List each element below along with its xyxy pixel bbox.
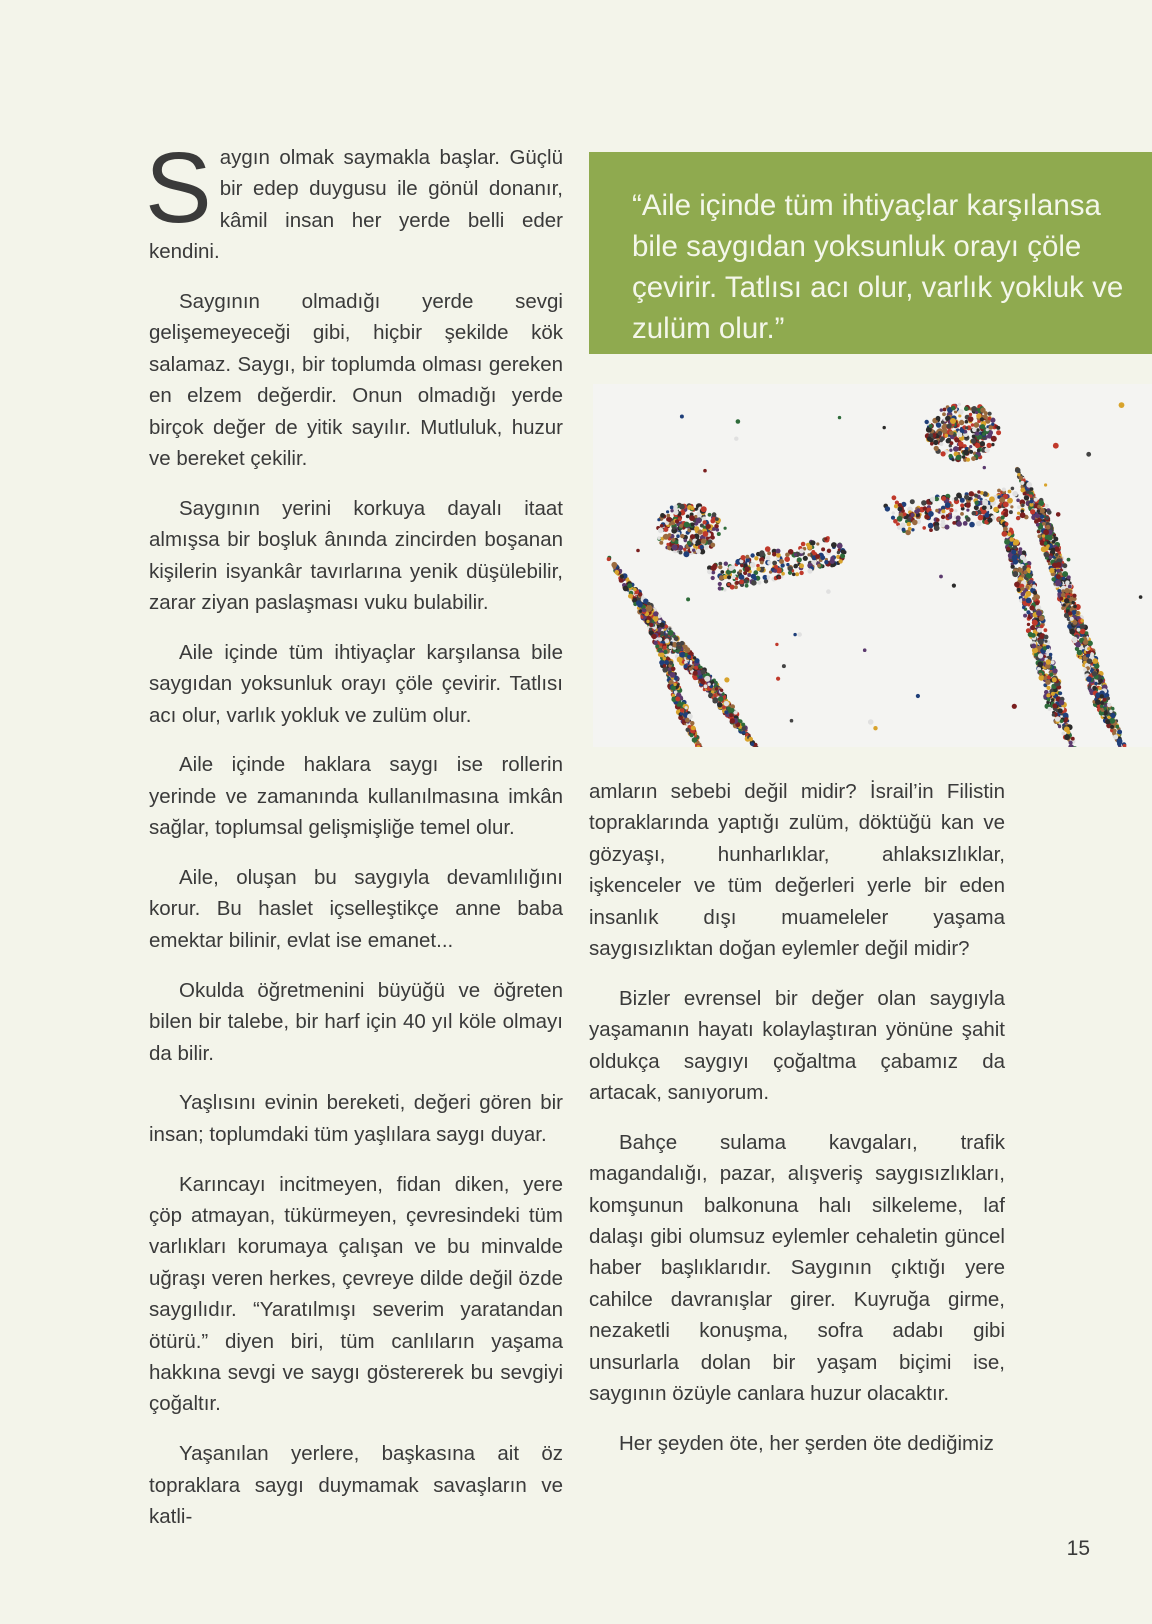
body-paragraph: Yaşlısını evinin bereketi, değeri gören bir insan; toplumdaki tüm yaşlılara saygı duyar.: [149, 1091, 563, 1146]
body-paragraph: Saygının yerini korkuya dayalı itaat almışsa bir boşluk ânında zincirden boşanan kişilerin isyankâr tavırlarına yenik düşülebilir, zarar ziyan paslaşması vuku bulabilir.: [149, 496, 563, 615]
crowd-illustration: [593, 384, 1152, 747]
article-left-column: [145, 132, 563, 1551]
pull-quote-text: “Aile içinde tüm ihtiyaçlar karşılansa bile saygıdan yoksunluk orayı çöle çevirir. Tatlısı acı olur, varlık yokluk ve zulüm olur.”: [632, 189, 1124, 345]
body-paragraph: Bizler evrensel bir değer olan saygıyla yaşamanın hayatı kolaylaştıran yönüne şahit oldukça saygıyı çoğaltma çabamız da artacak, sanıyorum.: [589, 986, 1005, 1105]
body-paragraph: Aile içinde tüm ihtiyaçlar karşılansa bile saygıdan yoksunluk orayı çöle çevirir. Tatlısı acı olur, varlık yokluk ve zulüm olur.: [149, 640, 563, 727]
crowd-photo: [593, 384, 1152, 747]
body-paragraph: Her şeyden öte, her şerden öte dediğimiz: [619, 1431, 994, 1455]
body-paragraph: Okulda öğretmenini büyüğü ve öğreten bilen bir talebe, bir harf için 40 yıl köle olmayı da bilir.: [149, 978, 563, 1065]
drop-cap: S: [145, 132, 212, 244]
page-number: 15: [1066, 1537, 1090, 1560]
body-paragraph: Aile, oluşan bu saygıyla devamlılığını korur. Bu haslet içselleştikçe anne baba emektar bilinir, evlat ise emanet...: [149, 866, 563, 952]
body-paragraph: Karıncayı incitmeyen, fidan diken, yere çöp atmayan, tükürmeyen, çevresindeki tüm varlıkları korumaya çalışan ve bu minvalde uğraşı veren herkes, çevreye dilde değil özde saygılıdır. “Yaratılmışı severim yaratandan ötürü.” diyen biri, tüm canlıların yaşama hakkına sevgi ve saygı göstererek bu sevgiyi çoğaltır.: [149, 1172, 563, 1416]
body-paragraph: Saygının olmadığı yerde sevgi gelişemeyeceği gibi, hiçbir şekilde kök salamaz. Saygı, bir toplumda olması gereken en elzem değerdir. Onun olmadığı yerde birçok değer de yitik sayılır. Mutluluk, huzur ve bereket çekilir.: [149, 290, 563, 471]
body-paragraph: Aile içinde haklara saygı ise rollerin yerinde ve zamanında kullanılmasına imkân sağlar, toplumsal gelişmişliğe temel olur.: [149, 753, 563, 840]
body-paragraph: Bahçe sulama kavgaları, trafik magandalığı, pazar, alışveriş saygısızlıkları, komşunun balkonuna halı silkeleme, laf dalaşı gibi olumsuz eylemler cehaletin güncel haber başlıklarıdır. Saygının çıktığı yere cahilce davranışlar girer. Kuyruğa girme, nezaketli konuşma, sofra adabı gibi unsurlarla dolan bir yaşam biçimi ise, saygının özüyle canlara huzur olacaktır.: [589, 1130, 1005, 1406]
body-paragraph: amların sebebi değil midir? İsrail’in Filistin topraklarında yaptığı zulüm, döktüğü kan ve gözyaşı, hunharlıklar, ahlaksızlıklar, işkenceler ve tüm değerleri yerle bir eden insanlık dışı muameleler yaşama saygısızlıktan doğan eylemler değil midir?: [589, 780, 1005, 961]
article-right-column: [589, 776, 1005, 1478]
body-paragraph: Yaşanılan yerlere, başkasına ait öz topraklara saygı duymamak savaşların ve katli-: [149, 1442, 563, 1528]
lead-paragraph: [145, 132, 563, 268]
pull-quote-box: [589, 152, 1152, 354]
lead-text: aygın olmak saymakla başlar. Güçlü bir edep duygusu ile gönül donanır, kâmil insan her yerde belli eder kendini.: [149, 146, 563, 264]
